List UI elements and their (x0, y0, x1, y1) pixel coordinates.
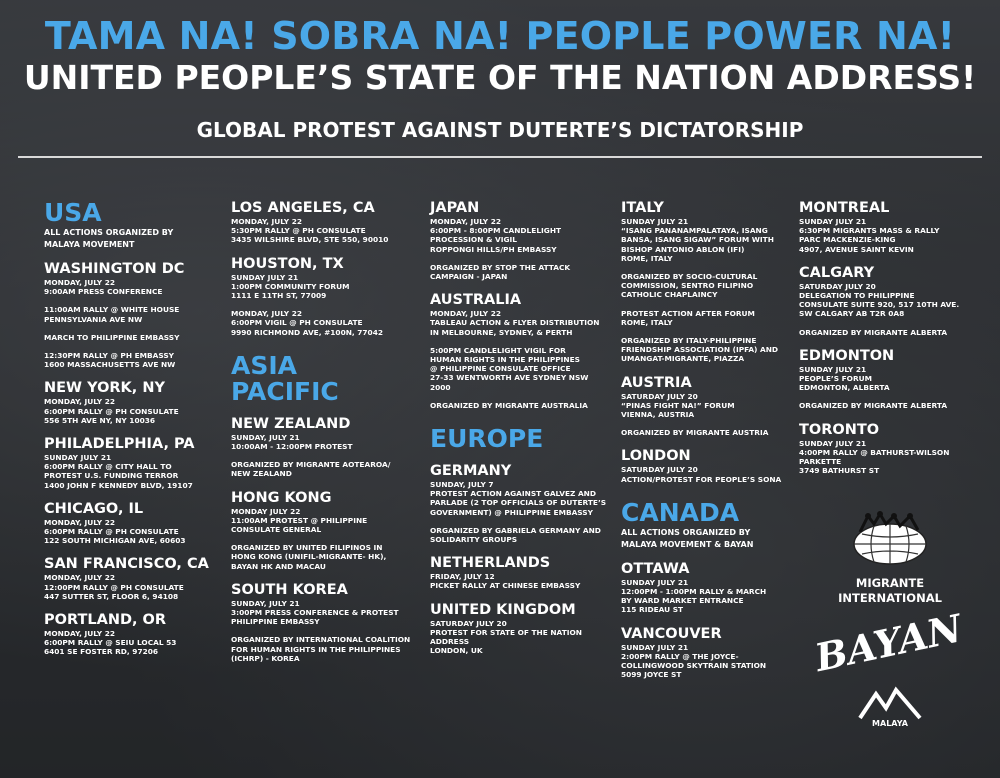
event-detail: ORGANIZED BY UNITED FILIPINOS IN (231, 543, 383, 553)
event-location: PORTLAND, OR (44, 612, 167, 629)
event-detail: MARCH TO PHILIPPINE EMBASSY (44, 332, 180, 342)
event-detail: 10:00AM - 12:00PM PROTEST (231, 442, 353, 452)
event-los-angeles-ca (231, 200, 421, 245)
headline-slogan: TAMA NA! SOBRA NA! PEOPLE POWER NA! (44, 14, 956, 58)
event-detail: “ISANG PANANAMPALATAYA, ISANG (621, 226, 768, 236)
event-detail: CAMPAIGN - JAPAN (430, 272, 508, 282)
event-detail: 6:00PM RALLY @ CITY HALL TO (44, 462, 172, 472)
event-detail: ORGANIZED BY INTERNATIONAL COALITION (231, 635, 411, 645)
spacer (430, 254, 615, 263)
event-detail: ORGANIZED BY MIGRANTE ALBERTA (799, 327, 948, 337)
column-1 (44, 200, 224, 657)
event-detail: MONDAY, JULY 22 (44, 278, 115, 287)
event-detail: 6401 SE FOSTER RD, 97206 (44, 647, 159, 657)
event-detail: 3:00PM PRESS CONFERENCE & PROTEST (231, 608, 399, 618)
event-detail: GOVERNMENT) @ PHILIPPINE EMBASSY (430, 507, 593, 517)
event-detail: 2000 (430, 382, 451, 392)
spacer (621, 300, 791, 309)
bayan-logo-icon (811, 605, 966, 681)
event-washington-dc (44, 261, 224, 369)
event-detail: SUNDAY, JULY 21 (231, 598, 300, 608)
event-location: OTTAWA (621, 560, 690, 577)
event-detail: SATURDAY JULY 20 (621, 391, 698, 401)
event-detail: SOLIDARITY GROUPS (430, 535, 518, 545)
event-location: GERMANY (430, 463, 512, 480)
spacer (44, 324, 224, 333)
event-detail: BAYAN HK AND MACAU (231, 561, 326, 571)
event-detail: PHILIPPINE EMBASSY (231, 617, 320, 627)
event-detail: ROME, ITALY (621, 317, 673, 327)
event-edmonton (799, 348, 974, 411)
region-heading-europe: EUROPE (430, 424, 544, 454)
event-location: WASHINGTON DC (44, 261, 185, 277)
event-detail: MONDAY, JULY 22 (231, 309, 302, 319)
event-location: PHILADELPHIA, PA (44, 436, 195, 453)
event-australia (430, 292, 615, 410)
spacer (430, 517, 615, 526)
event-netherlands (430, 555, 615, 590)
event-detail: TABLEAU ACTION & FLYER DISTRIBUTION (430, 318, 600, 328)
column-2 (231, 200, 421, 663)
event-detail: 12:30PM RALLY @ PH EMBASSY (44, 351, 175, 361)
spacer (621, 419, 791, 428)
event-detail: LONDON, UK (430, 646, 483, 656)
event-detail: ORGANIZED BY MIGRANTE AOTEAROA/ (231, 460, 391, 470)
event-detail: SUNDAY JULY 21 (799, 438, 867, 448)
headline-title: UNITED PEOPLE’S STATE OF THE NATION ADDRESS! (23, 58, 977, 97)
bayan-wordmark: BAYAN (811, 605, 966, 681)
event-detail: ORGANIZED BY SOCIO-CULTURAL (621, 272, 758, 282)
event-detail: ORGANIZED BY ITALY-PHILIPPINE (621, 336, 757, 346)
event-detail: ACTION/PROTEST FOR PEOPLE’S SONA (621, 474, 782, 484)
event-detail: PARLADE (2 TOP OFFICIALS OF DUTERTE’S (430, 498, 607, 508)
spacer (231, 626, 421, 635)
event-austria (621, 375, 791, 438)
spacer (231, 300, 421, 309)
event-detail: MONDAY, JULY 22 (231, 217, 302, 226)
malaya-wordmark: MALAYA (872, 719, 908, 728)
event-detail: 6:00PM RALLY @ PH CONSULATE (44, 406, 179, 416)
event-detail: 6:00PM RALLY @ SEIU LOCAL 53 (44, 638, 177, 648)
region-note: ALL ACTIONS ORGANIZED BY (621, 527, 751, 537)
event-detail: 6:30PM MIGRANTS MASS & RALLY (799, 226, 940, 236)
region-note: MALAYA MOVEMENT & BAYAN (621, 539, 754, 549)
event-location: NETHERLANDS (430, 555, 551, 572)
event-detail: PARC MACKENZIE-KING (799, 235, 896, 245)
event-detail: VIENNA, AUSTRIA (621, 410, 695, 420)
event-detail: 11:00AM PROTEST @ PHILIPPINE (231, 515, 368, 525)
event-detail: ORGANIZED BY MIGRANTE AUSTRIA (621, 428, 769, 438)
event-detail: PROTEST FOR STATE OF THE NATION (430, 627, 582, 637)
event-detail: PARKETTE (799, 457, 842, 467)
event-location: AUSTRALIA (430, 292, 522, 309)
event-detail: SUNDAY JULY 21 (799, 217, 867, 226)
event-detail: 1:00PM COMMUNITY FORUM (231, 281, 350, 291)
event-detail: SUNDAY, JULY 21 (231, 432, 300, 442)
event-detail: MONDAY, JULY 22 (44, 573, 115, 583)
event-detail: ORGANIZED BY MIGRANTE ALBERTA (799, 401, 948, 411)
event-detail: FRIDAY, JULY 12 (430, 572, 495, 582)
event-detail: HUMAN RIGHTS IN THE PHILIPPINES (430, 355, 580, 365)
event-detail: MONDAY, JULY 22 (430, 309, 501, 319)
event-detail: 11:00AM RALLY @ WHITE HOUSE (44, 305, 180, 315)
event-detail: 1400 JOHN F KENNEDY BLVD, 19107 (44, 480, 193, 490)
event-location: NEW ZEALAND (231, 415, 351, 432)
event-detail: DELEGATION TO PHILIPPINE (799, 291, 915, 301)
event-detail: COMMISSION, SENTRO FILIPINO (621, 281, 754, 291)
event-london (621, 448, 791, 483)
event-detail: SUNDAY, JULY 7 (430, 480, 494, 490)
malaya-logo-icon (850, 682, 930, 728)
event-location: ITALY (621, 200, 664, 216)
event-detail: (ICHRP) - KOREA (231, 653, 300, 663)
event-location: CALGARY (799, 264, 875, 281)
event-new-zealand (231, 416, 421, 479)
event-philadelphia-pa (44, 436, 224, 490)
event-detail: BANSA, ISANG SIGAW” FORUM WITH (621, 235, 774, 245)
event-detail: PROTEST U.S. FUNDING TERROR (44, 471, 179, 481)
column-3 (430, 200, 615, 655)
event-detail: SUNDAY JULY 21 (44, 453, 112, 463)
headline-subtitle: GLOBAL PROTEST AGAINST DUTERTE’S DICTATORSHIP (196, 118, 804, 142)
event-detail: SUNDAY JULY 21 (621, 577, 689, 587)
event-detail: SUNDAY JULY 21 (799, 364, 867, 374)
event-detail: 115 RIDEAU ST (621, 605, 684, 615)
event-location: CHICAGO, IL (44, 500, 144, 517)
event-detail: ORGANIZED BY STOP THE ATTACK (430, 262, 571, 272)
event-detail: ORGANIZED BY GABRIELA GERMANY AND (430, 525, 601, 535)
event-detail: ADDRESS (430, 637, 470, 647)
migrante-globe-icon (840, 510, 940, 568)
event-detail: PENNSYLVANIA AVE NW (44, 314, 143, 324)
event-location: SAN FRANCISCO, CA (44, 556, 209, 573)
event-san-francisco-ca (44, 556, 224, 601)
event-location: UNITED KINGDOM (430, 601, 576, 618)
event-detail: CATHOLIC CHAPLAINCY (621, 290, 718, 300)
event-new-york-ny (44, 380, 224, 425)
event-detail: 1600 MASSACHUSETTS AVE NW (44, 360, 176, 370)
spacer (621, 327, 791, 336)
event-detail: NEW ZEALAND (231, 469, 292, 479)
spacer (799, 319, 974, 328)
event-detail: 3749 BATHURST ST (799, 466, 880, 476)
event-south-korea (231, 582, 421, 663)
event-detail: PROTEST ACTION AGAINST GALVEZ AND (430, 489, 596, 499)
event-detail: 6:00PM - 8:00PM CANDLELIGHT (430, 226, 562, 236)
event-detail: 6:00PM VIGIL @ PH CONSULATE (231, 318, 363, 328)
event-detail: 5099 JOYCE ST (621, 670, 682, 680)
event-detail: 6:00PM RALLY @ PH CONSULATE (44, 527, 179, 537)
event-detail: 9:00AM PRESS CONFERENCE (44, 287, 163, 297)
column-5 (799, 200, 974, 475)
event-location: NEW YORK, NY (44, 380, 165, 397)
event-detail: UMANGAT-MIGRANTE, PIAZZA (621, 354, 745, 364)
event-detail: ROME, ITALY (621, 253, 673, 263)
event-toronto (799, 422, 974, 476)
event-detail: ORGANIZED BY MIGRANTE AUSTRALIA (430, 400, 588, 410)
event-location: SOUTH KOREA (231, 581, 348, 598)
event-detail: HONG KONG (UNIFIL-MIGRANTE- HK), (231, 552, 387, 562)
event-detail: SATURDAY JULY 20 (430, 618, 507, 628)
event-detail: MONDAY, JULY 22 (44, 397, 115, 407)
spacer (621, 263, 791, 272)
event-detail: IN MELBOURNE, SYDNEY, & PERTH (430, 327, 573, 337)
event-detail: MONDAY, JULY 22 (44, 629, 115, 639)
event-location: TORONTO (799, 421, 880, 438)
event-location: EDMONTON (799, 347, 895, 364)
event-location: AUSTRIA (621, 374, 692, 391)
event-detail: SUNDAY JULY 21 (621, 642, 689, 652)
event-detail: 4:00PM RALLY @ BATHURST-WILSON (799, 447, 950, 457)
event-detail: SATURDAY JULY 20 (799, 281, 876, 291)
event-detail: 4907, AVENUE SAINT KEVIN (799, 244, 914, 254)
spacer (430, 337, 615, 346)
event-detail: SUNDAY JULY 21 (621, 217, 689, 226)
region-heading-canada: CANADA (621, 497, 740, 527)
event-detail: 12:00PM - 1:00PM RALLY & MARCH (621, 587, 767, 597)
event-detail: @ PHILIPPINE CONSULATE OFFICE (430, 364, 571, 374)
migrante-international: INTERNATIONAL (838, 591, 942, 605)
event-detail: FRIENDSHIP ASSOCIATION (IPFA) AND (621, 345, 779, 355)
event-detail: 3435 WILSHIRE BLVD, STE 550, 90010 (231, 235, 389, 245)
event-location: HONG KONG (231, 489, 332, 506)
event-location: LONDON (621, 448, 691, 465)
event-portland-or (44, 612, 224, 657)
event-detail: FOR HUMAN RIGHTS IN THE PHILIPPINES (231, 644, 401, 654)
spacer (44, 296, 224, 305)
spacer (44, 342, 224, 351)
event-detail: 9990 RICHMOND AVE, #100N, 77042 (231, 327, 383, 337)
region-note: ALL ACTIONS ORGANIZED BY (44, 228, 174, 237)
event-houston-tx (231, 256, 421, 337)
event-detail: 447 SUTTER ST, FLOOR 6, 94108 (44, 591, 179, 601)
event-detail: “PINAS FIGHT NA!” FORUM (621, 400, 735, 410)
event-location: HOUSTON, TX (231, 255, 344, 272)
event-detail: 12:00PM RALLY @ PH CONSULATE (44, 582, 184, 592)
event-detail: MONDAY, JULY 22 (44, 517, 115, 527)
event-detail: PROTEST ACTION AFTER FORUM (621, 308, 755, 318)
event-germany (430, 463, 615, 544)
event-location: LOS ANGELES, CA (231, 200, 375, 216)
event-detail: 1111 E 11TH ST, 77009 (231, 291, 327, 301)
event-detail: PROCESSION & VIGIL (430, 235, 517, 245)
event-detail: BISHOP ANTONIO ABLON (IFI) (621, 244, 745, 254)
event-chicago-il (44, 501, 224, 546)
region-heading-usa: USA (44, 198, 102, 227)
spacer (430, 392, 615, 401)
migrante-name: MIGRANTE (855, 576, 925, 590)
event-detail: BY WARD MARKET ENTRANCE (621, 596, 744, 606)
region-heading-asia-pacific: ASIA PACIFIC (231, 350, 339, 406)
column-4 (621, 200, 791, 679)
event-vancouver (621, 626, 791, 680)
event-detail: CONSULATE GENERAL (231, 525, 322, 535)
event-location: MONTREAL (799, 200, 890, 216)
event-detail: SATURDAY JULY 20 (621, 465, 698, 475)
spacer (231, 451, 421, 460)
spacer (231, 534, 421, 543)
header-divider (18, 156, 982, 158)
event-ottawa (621, 561, 791, 615)
event-japan (430, 200, 615, 281)
organizer-logos (810, 510, 970, 732)
event-location: VANCOUVER (621, 625, 722, 642)
event-detail: MONDAY, JULY 22 (430, 217, 501, 226)
event-detail: 5:00PM CANDLELIGHT VIGIL FOR (430, 345, 566, 355)
event-detail: MONDAY JULY 22 (231, 506, 301, 516)
event-detail: SW CALGARY AB T2R 0A8 (799, 309, 905, 319)
event-detail: CONSULATE SUITE 920, 517 10TH AVE. (799, 300, 960, 310)
event-detail: PICKET RALLY AT CHINESE EMBASSY (430, 581, 581, 591)
event-detail: EDMONTON, ALBERTA (799, 383, 890, 393)
event-detail: 5:30PM RALLY @ PH CONSULATE (231, 226, 366, 236)
spacer (799, 392, 974, 401)
event-detail: ROPPONGI HILLS/PH EMBASSY (430, 244, 557, 254)
event-montreal (799, 200, 974, 254)
event-italy (621, 200, 791, 364)
event-detail: 556 5TH AVE NY, NY 10036 (44, 415, 156, 425)
event-detail: SUNDAY JULY 21 (231, 272, 299, 282)
event-calgary (799, 265, 974, 337)
region-note: MALAYA MOVEMENT (44, 240, 135, 249)
event-detail: 2:00PM RALLY @ THE JOYCE- (621, 651, 739, 661)
event-detail: 27-33 WENTWORTH AVE SYDNEY NSW (430, 373, 589, 383)
event-detail: COLLINGWOOD SKYTRAIN STATION (621, 661, 767, 671)
event-location: JAPAN (430, 200, 480, 216)
event-detail: 122 SOUTH MICHIGAN AVE, 60603 (44, 536, 186, 546)
event-detail: PEOPLE’S FORUM (799, 374, 873, 384)
event-hong-kong (231, 490, 421, 571)
event-united-kingdom (430, 602, 615, 656)
